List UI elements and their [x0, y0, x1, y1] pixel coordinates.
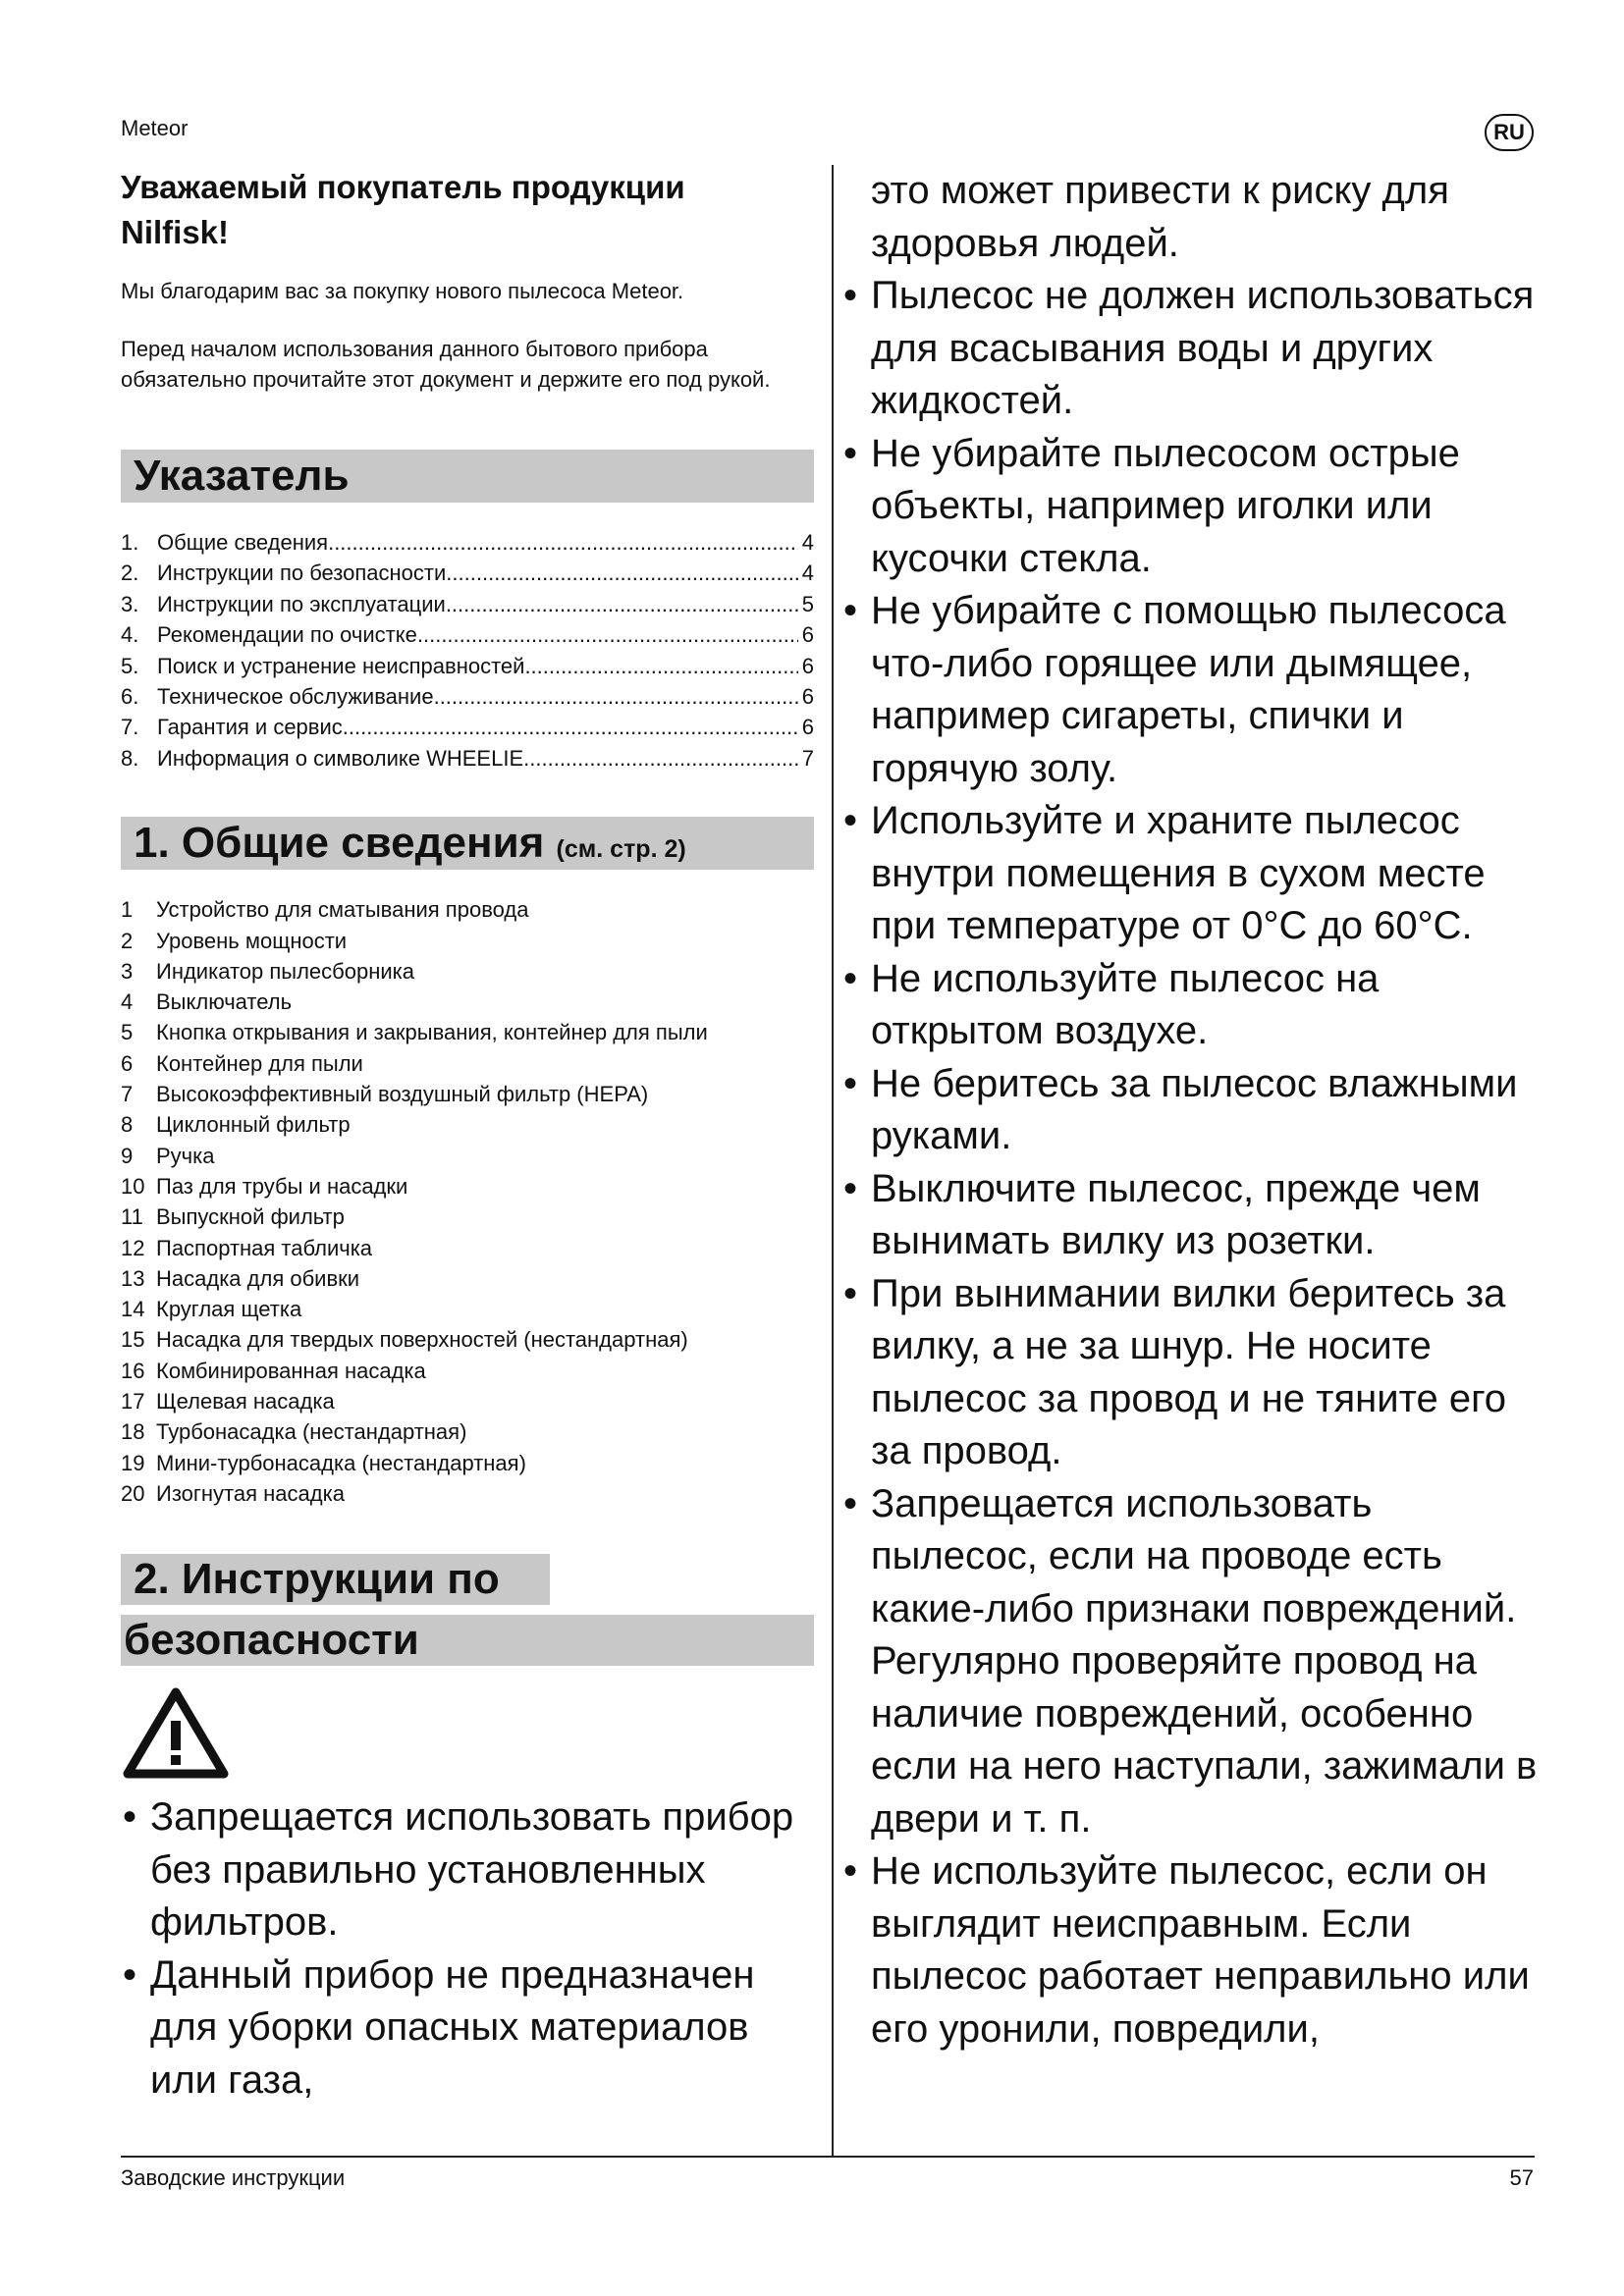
part-item [121, 1079, 828, 1109]
part-number: 14 [121, 1297, 145, 1322]
part-item [121, 1386, 828, 1416]
toc-item-number: 2. [121, 561, 139, 586]
brand-name: Meteor [121, 116, 189, 140]
part-label: Уровень мощности [156, 928, 348, 953]
part-number: 18 [121, 1419, 145, 1445]
toc-leader-dots [328, 527, 798, 558]
toc-item-title: Информация о символике WHEELIE [157, 745, 524, 771]
toc-leader-dots [523, 743, 798, 774]
part-label: Кнопка открывания и закрывания, контейнер для пыли [156, 1020, 708, 1045]
safety-bullet: • Не убирайте пылесосом острые объекты, например иголки или кусочки стекла. [841, 428, 1541, 586]
page-number: 57 [1509, 2165, 1534, 2190]
part-item [121, 1448, 828, 1478]
toc-item-number: 8. [121, 745, 139, 771]
toc-item-title: Гарантия и сервис [157, 715, 343, 740]
toc-item-title: Инструкции по эксплуатации [157, 591, 446, 616]
toc-item-page: 6 [801, 715, 814, 740]
toc-item-number: 6. [121, 684, 139, 710]
part-label: Турбонасадка (нестандартная) [156, 1419, 467, 1445]
part-number: 1 [121, 897, 134, 923]
part-number: 16 [121, 1358, 145, 1383]
toc-item-number: 4. [121, 622, 139, 648]
part-item [121, 1294, 828, 1324]
part-item [121, 1324, 828, 1355]
toc-item-page: 6 [801, 622, 814, 648]
footer-divider [121, 2156, 1535, 2158]
part-item [121, 1017, 828, 1047]
safety-continuation: это может привести к риску для здоровья людей. [871, 169, 1449, 265]
part-label: Выпускной фильтр [156, 1204, 345, 1230]
toc-item-number: 5. [121, 653, 139, 678]
thanks-paragraph: Мы благодарим вас за покупку нового пылесоса Meteor. [121, 279, 684, 303]
toc-item-page: 5 [801, 591, 814, 616]
part-item [121, 1416, 828, 1447]
toc-leader-dots [434, 681, 798, 712]
part-item [121, 926, 828, 956]
safety-bullet: • Не используйте пылесос на открытом воздухе. [841, 953, 1541, 1058]
part-number: 19 [121, 1450, 145, 1475]
part-number: 3 [121, 958, 134, 984]
part-label: Ручка [156, 1143, 215, 1168]
toc-item [121, 712, 814, 742]
parts-list [121, 894, 828, 1509]
part-item [121, 956, 828, 987]
language-badge: RU [1485, 114, 1534, 151]
toc-item-page: 6 [801, 684, 814, 710]
toc-item-title: Техническое обслуживание [157, 684, 434, 710]
toc-item-title: Рекомендации по очистке [157, 622, 417, 648]
part-label: Насадка для обивки [156, 1265, 360, 1291]
table-of-contents [121, 527, 814, 774]
part-label: Паз для трубы и насадки [156, 1173, 408, 1199]
safety-bullet: • Не используйте пылесос, если он выглядит неисправным. Если пылесос работает неправильно или его уронили, повредили, [841, 1845, 1541, 2056]
part-label: Мини-турбонасадка (нестандартная) [156, 1450, 526, 1475]
part-label: Устройство для сматывания провода [156, 897, 529, 923]
safety-bullet: • При вынимании вилки беритесь за вилку, а не за шнур. Не носите пылесос за провод и не тяните его за провод. [841, 1268, 1541, 1478]
toc-item [121, 681, 814, 712]
warning-icon [121, 1685, 231, 1782]
toc-item [121, 743, 814, 774]
right-column [841, 165, 1541, 2056]
footer-title: Заводские инструкции [121, 2165, 346, 2190]
part-item [121, 1171, 828, 1201]
part-number: 6 [121, 1050, 134, 1076]
part-number: 12 [121, 1235, 145, 1260]
part-number: 9 [121, 1143, 134, 1168]
part-label: Изогнутая насадка [156, 1480, 345, 1506]
part-number: 20 [121, 1480, 145, 1506]
toc-leader-dots [446, 589, 798, 619]
toc-item [121, 558, 814, 588]
column-divider [832, 165, 834, 2156]
part-label: Высокоэффективный воздушный фильтр (HEPA) [156, 1082, 649, 1107]
toc-item [121, 651, 814, 681]
part-number: 15 [121, 1327, 145, 1353]
toc-item-page: 4 [801, 530, 814, 555]
part-label: Циклонный фильтр [156, 1112, 351, 1138]
read-note-paragraph: Перед началом использования данного бытового прибора обязательно прочитайте этот документ и держите его под рукой. [121, 337, 771, 392]
part-number: 4 [121, 989, 134, 1015]
part-label: Выключатель [156, 989, 293, 1015]
part-label: Насадка для твердых поверхностей (нестандартная) [156, 1327, 688, 1353]
toc-item [121, 527, 814, 558]
part-item [121, 894, 828, 925]
part-item [121, 1109, 828, 1140]
part-item [121, 1263, 828, 1294]
part-item [121, 1048, 828, 1079]
part-item [121, 1233, 828, 1263]
toc-item [121, 589, 814, 619]
section1-note: (см. стр. 2) [556, 835, 686, 864]
toc-leader-dots [417, 619, 798, 650]
part-number: 5 [121, 1020, 134, 1045]
safety-bullet: • Выключите пылесос, прежде чем вынимать вилку из розетки. [841, 1163, 1541, 1268]
toc-item-title: Инструкции по безопасности [157, 561, 447, 586]
left-column [121, 165, 814, 2107]
part-label: Контейнер для пыли [156, 1050, 363, 1076]
toc-item-title: Общие сведения [157, 530, 329, 555]
safety-bullet: • Пылесос не должен использоваться для всасывания воды и других жидкостей. [841, 270, 1541, 428]
section1-heading [121, 817, 814, 870]
toc-item-page: 4 [801, 561, 814, 586]
toc-item-number: 1. [121, 530, 139, 555]
safety-bullet: • Запрещается использовать пылесос, если на проводе есть какие-либо признаки повреждений. Регулярно проверяйте провод на наличие повреждений, особенно если на него наступали, зажимали в двери и т. п. [841, 1478, 1541, 1846]
part-item [121, 1356, 828, 1386]
part-item [121, 987, 828, 1017]
part-label: Круглая щетка [156, 1297, 302, 1322]
part-number: 17 [121, 1389, 145, 1414]
part-number: 7 [121, 1082, 134, 1107]
safety-bullet: • Запрещается использовать прибор без правильно установленных фильтров. [121, 1791, 798, 1949]
part-label: Щелевая насадка [156, 1389, 335, 1414]
toc-item-number: 7. [121, 715, 139, 740]
part-number: 2 [121, 928, 134, 953]
toc-item-title: Поиск и устранение неисправностей [157, 653, 525, 678]
part-number: 8 [121, 1112, 134, 1138]
part-number: 10 [121, 1173, 145, 1199]
toc-item [121, 619, 814, 650]
safety-bullet: • Не беритесь за пылесос влажными руками. [841, 1058, 1541, 1163]
toc-item-page: 6 [801, 653, 814, 678]
safety-bullet: • Не убирайте с помощью пылесоса что-либо горящее или дымящее, например сигареты, спички и горячую золу. [841, 585, 1541, 795]
safety-bullet: • Используйте и храните пылесос внутри помещения в сухом месте при температуре от 0°C до 60°C. [841, 795, 1541, 953]
section1-title: 1. Общие сведения [134, 819, 545, 868]
safety-bullet: • Данный прибор не предназначен для уборки опасных материалов или газа, [121, 1949, 798, 2108]
part-number: 13 [121, 1265, 145, 1291]
part-number: 11 [121, 1204, 143, 1230]
toc-leader-dots [446, 558, 797, 588]
part-label: Паспортная табличка [156, 1235, 373, 1260]
part-label: Комбинированная насадка [156, 1358, 426, 1383]
safety-bullets-left [121, 1791, 798, 2107]
part-item [121, 1201, 828, 1232]
part-item [121, 1141, 828, 1171]
section2-heading-line2: безопасности [121, 1615, 814, 1666]
section2-heading-line1: 2. Инструкции по [121, 1554, 550, 1605]
part-label: Индикатор пылесборника [156, 958, 415, 984]
toc-item-page: 7 [801, 745, 814, 771]
toc-leader-dots [524, 651, 797, 681]
toc-item-number: 3. [121, 591, 139, 616]
toc-leader-dots [343, 712, 798, 742]
toc-heading: Указатель [121, 450, 814, 503]
safety-bullets-right [841, 270, 1541, 2056]
part-item [121, 1478, 828, 1509]
greeting-heading: Уважаемый покупатель продукции Nilfisk! [121, 169, 685, 250]
